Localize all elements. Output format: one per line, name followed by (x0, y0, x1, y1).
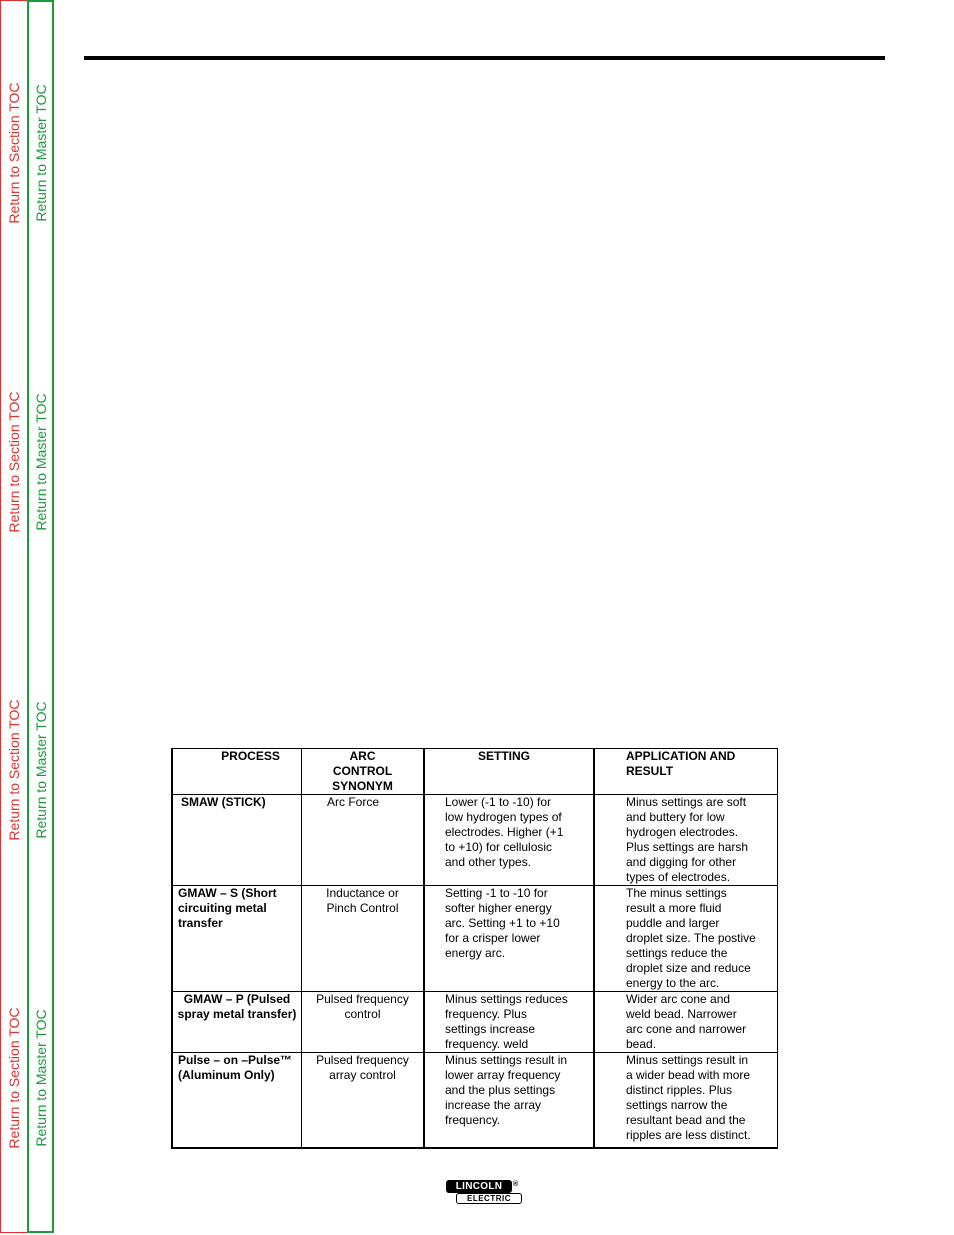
cell-setting: Setting -1 to -10 for softer higher energy arc. Setting +1 to +10 for a crisper lower energy arc. (424, 886, 594, 992)
cell-process: GMAW – P (Pulsed spray metal transfer) (172, 992, 302, 1053)
return-to-section-toc-link-4[interactable]: Return to Section TOC (6, 1007, 22, 1149)
cell-setting: Minus settings reduces frequency. Plus settings increase frequency. weld (424, 992, 594, 1053)
cell-synonym: Pulsed frequency control (302, 992, 425, 1053)
cell-setting: Lower (-1 to -10) for low hydrogen types of electrodes. Higher (+1 to +10) for cellulosic and other types. (424, 795, 594, 886)
table-header-row (172, 749, 778, 795)
header-rule (84, 56, 885, 60)
cell-synonym: Inductance or Pinch Control (302, 886, 425, 992)
return-to-master-toc-link-4[interactable]: Return to Master TOC (33, 1009, 49, 1147)
cell-setting: Minus settings result in lower array frequency and the plus settings increase the array frequency. (424, 1053, 594, 1148)
logo-registered-mark: ® (513, 1181, 519, 1188)
cell-synonym: Pulsed frequency array control (302, 1053, 425, 1148)
cell-process: Pulse – on –Pulse™ (Aluminum Only) (172, 1053, 302, 1148)
cell-result: Minus settings result in a wider bead with more distinct ripples. Plus settings narrow the resultant bead and the ripples are less distinct. (594, 1053, 778, 1148)
return-to-section-toc-link-1[interactable]: Return to Section TOC (6, 82, 22, 224)
header-process: PROCESS (172, 749, 302, 795)
table-row (172, 992, 778, 1053)
header-arc-control-synonym: ARC CONTROL SYNONYM (302, 749, 425, 795)
cell-result: Minus settings are soft and buttery for low hydrogen electrodes. Plus settings are harsh and digging for other types of electrodes. (594, 795, 778, 886)
cell-result: The minus settings result a more fluid puddle and larger droplet size. The postive settings reduce the droplet size and reduce energy to the arc. (594, 886, 778, 992)
table-row (172, 886, 778, 992)
table-row (172, 795, 778, 886)
logo-electric-text: ELECTRIC (456, 1193, 522, 1204)
arc-control-table (171, 748, 778, 1149)
header-application-result: APPLICATION AND RESULT (594, 749, 778, 795)
cell-synonym: Arc Force (302, 795, 425, 886)
logo-lincoln-text: LINCOLN (446, 1180, 512, 1193)
return-to-section-toc-link-2[interactable]: Return to Section TOC (6, 391, 22, 533)
header-setting: SETTING (424, 749, 594, 795)
return-to-section-toc-link-3[interactable]: Return to Section TOC (6, 699, 22, 841)
cell-result: Wider arc cone and weld bead. Narrower arc cone and narrower bead. (594, 992, 778, 1053)
table-row (172, 1053, 778, 1148)
lincoln-electric-logo (446, 1180, 524, 1208)
cell-process: SMAW (STICK) (172, 795, 302, 886)
return-to-master-toc-link-1[interactable]: Return to Master TOC (33, 84, 49, 222)
cell-process: GMAW – S (Short circuiting metal transfer (172, 886, 302, 992)
return-to-master-toc-link-3[interactable]: Return to Master TOC (33, 701, 49, 839)
return-to-master-toc-link-2[interactable]: Return to Master TOC (33, 393, 49, 531)
